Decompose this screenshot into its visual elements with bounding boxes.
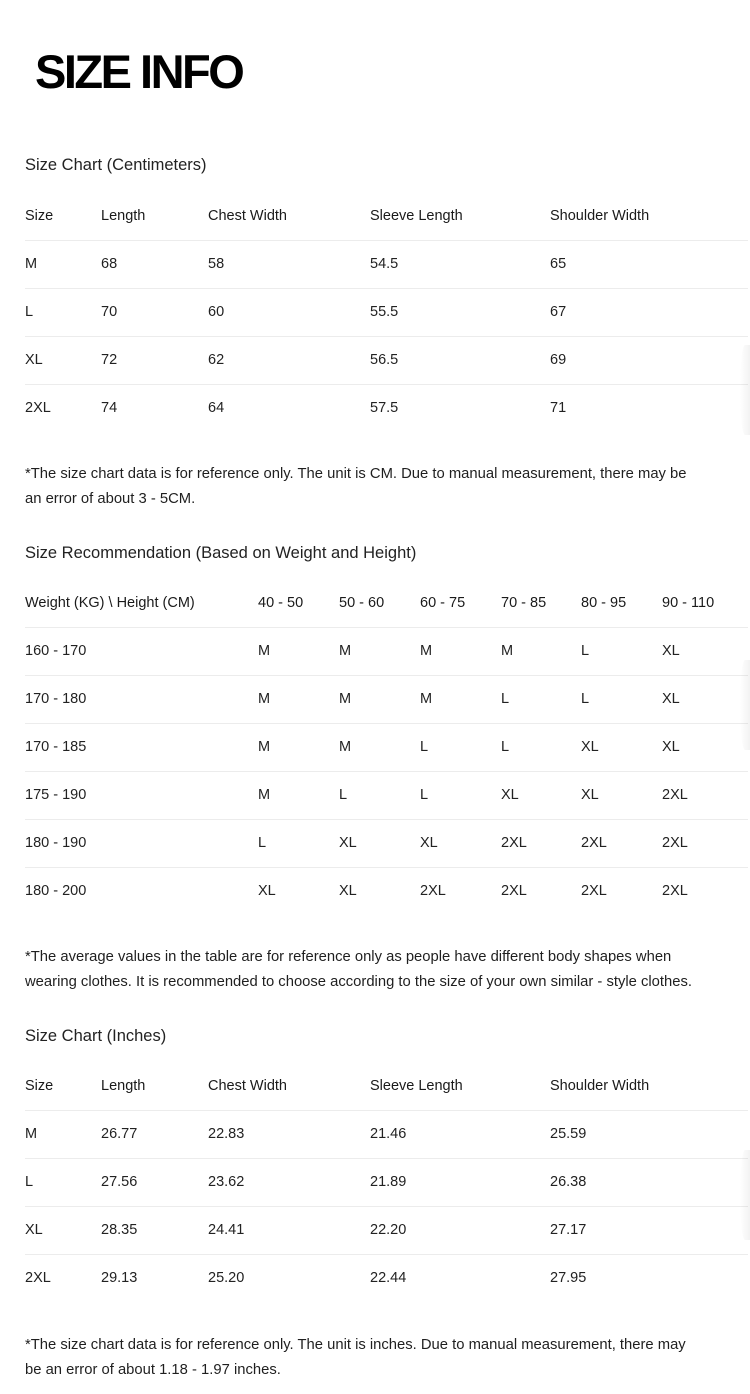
inch-value-cell: 21.46 (370, 1126, 407, 1142)
rec-value-cell: L (581, 691, 590, 707)
row-divider (25, 1110, 748, 1111)
cm-value-cell: 54.5 (370, 256, 399, 272)
cm-value-cell: 68 (101, 256, 118, 272)
rec-value-cell: XL (662, 643, 680, 659)
cm-value-cell: 56.5 (370, 352, 399, 368)
rec-value-cell: M (501, 643, 514, 659)
cm-row-label-cell: M (25, 256, 38, 272)
rec-header-cell: 80 - 95 (581, 595, 627, 611)
inch-value-cell: 26.38 (550, 1174, 587, 1190)
cm-value-cell: 74 (101, 400, 118, 416)
cm-value-cell: 71 (550, 400, 567, 416)
row-divider (25, 384, 748, 385)
cm-value-cell: 65 (550, 256, 567, 272)
rec-value-cell: XL (662, 739, 680, 755)
edge-shadow-decoration (740, 345, 750, 435)
rec-header-cell: Weight (KG) \ Height (CM) (25, 595, 195, 611)
inch-value-cell: 25.20 (208, 1270, 245, 1286)
cm-value-cell: 58 (208, 256, 225, 272)
rec-row-label-cell: 175 - 190 (25, 787, 87, 803)
cm-value-cell: 64 (208, 400, 225, 416)
inch-chart-note (25, 1333, 750, 1383)
rec-header-cell: 70 - 85 (501, 595, 547, 611)
cm-chart-title: Size Chart (Centimeters) (25, 156, 207, 174)
inch-value-cell: 25.59 (550, 1126, 587, 1142)
inch-row-label-cell: XL (25, 1222, 43, 1238)
rec-header-cell: 50 - 60 (339, 595, 385, 611)
rec-note-line-1: *The average values in the table are for reference only as people have different body shapes when (25, 949, 672, 965)
inch-value-cell: 28.35 (101, 1222, 138, 1238)
rec-value-cell: M (258, 787, 271, 803)
row-divider (25, 675, 748, 676)
inch-note-line-1: *The size chart data is for reference only. The unit is inches. Due to manual measurement, there may (25, 1337, 686, 1353)
row-divider (25, 336, 748, 337)
rec-row-label-cell: 170 - 185 (25, 739, 87, 755)
rec-value-cell: M (339, 691, 352, 707)
cm-value-cell: 60 (208, 304, 225, 320)
rec-value-cell: XL (339, 835, 357, 851)
inch-value-cell: 21.89 (370, 1174, 407, 1190)
inch-value-cell: 22.44 (370, 1270, 407, 1286)
cm-row-label-cell: 2XL (25, 400, 51, 416)
cm-value-cell: 67 (550, 304, 567, 320)
inch-header-cell: Shoulder Width (550, 1078, 650, 1094)
row-divider (25, 819, 748, 820)
inch-value-cell: 27.17 (550, 1222, 587, 1238)
edge-shadow-decoration (740, 660, 750, 750)
inch-header-cell: Size (25, 1078, 54, 1094)
cm-value-cell: 55.5 (370, 304, 399, 320)
inch-note-line-2: be an error of about 1.18 - 1.97 inches. (25, 1362, 281, 1378)
inch-chart-title: Size Chart (Inches) (25, 1027, 167, 1045)
cm-value-cell: 70 (101, 304, 118, 320)
rec-value-cell: L (581, 643, 590, 659)
rec-value-cell: XL (501, 787, 519, 803)
inch-value-cell: 27.56 (101, 1174, 138, 1190)
rec-value-cell: M (258, 643, 271, 659)
inch-header-cell: Length (101, 1078, 146, 1094)
rec-row-label-cell: 170 - 180 (25, 691, 87, 707)
cm-note-line-1: *The size chart data is for reference only. The unit is CM. Due to manual measurement, there may be (25, 466, 687, 482)
inch-value-cell: 29.13 (101, 1270, 138, 1286)
inch-value-cell: 26.77 (101, 1126, 138, 1142)
recommendation-title: Size Recommendation (Based on Weight and Height) (25, 544, 417, 562)
row-divider (25, 1158, 748, 1159)
cm-row-label-cell: L (25, 304, 34, 320)
inch-value-cell: 27.95 (550, 1270, 587, 1286)
recommendation-note (25, 945, 750, 995)
rec-row-label-cell: 180 - 200 (25, 883, 87, 899)
row-divider (25, 771, 748, 772)
cm-header-cell: Chest Width (208, 208, 287, 224)
cm-chart-note (25, 462, 750, 512)
rec-value-cell: L (501, 691, 510, 707)
row-divider (25, 288, 748, 289)
cm-header-cell: Shoulder Width (550, 208, 650, 224)
rec-value-cell: 2XL (662, 835, 688, 851)
inch-row-label-cell: 2XL (25, 1270, 51, 1286)
inch-value-cell: 23.62 (208, 1174, 245, 1190)
rec-value-cell: M (339, 643, 352, 659)
rec-value-cell: 2XL (501, 835, 527, 851)
rec-value-cell: XL (662, 691, 680, 707)
row-divider (25, 240, 748, 241)
row-divider (25, 1206, 748, 1207)
rec-value-cell: 2XL (420, 883, 446, 899)
inch-row-label-cell: M (25, 1126, 38, 1142)
rec-header-cell: 90 - 110 (662, 595, 715, 611)
rec-value-cell: M (420, 643, 433, 659)
rec-value-cell: L (501, 739, 510, 755)
inch-value-cell: 24.41 (208, 1222, 245, 1238)
inch-value-cell: 22.20 (370, 1222, 407, 1238)
row-divider (25, 627, 748, 628)
inch-row-label-cell: L (25, 1174, 34, 1190)
rec-value-cell: 2XL (581, 883, 607, 899)
cm-header-cell: Sleeve Length (370, 208, 463, 224)
inch-header-cell: Sleeve Length (370, 1078, 463, 1094)
page-title: SIZE INFO (35, 45, 243, 98)
rec-value-cell: 2XL (501, 883, 527, 899)
rec-value-cell: XL (420, 835, 438, 851)
rec-value-cell: XL (581, 739, 599, 755)
rec-value-cell: 2XL (662, 883, 688, 899)
rec-header-cell: 40 - 50 (258, 595, 304, 611)
rec-note-line-2: wearing clothes. It is recommended to choose according to the size of your own similar - style clothes. (25, 974, 692, 990)
cm-header-cell: Length (101, 208, 146, 224)
rec-header-cell: 60 - 75 (420, 595, 466, 611)
row-divider (25, 867, 748, 868)
rec-row-label-cell: 160 - 170 (25, 643, 87, 659)
rec-value-cell: L (339, 787, 348, 803)
rec-value-cell: 2XL (662, 787, 688, 803)
rec-value-cell: L (258, 835, 267, 851)
rec-value-cell: M (420, 691, 433, 707)
cm-value-cell: 72 (101, 352, 118, 368)
cm-value-cell: 62 (208, 352, 225, 368)
rec-value-cell: L (420, 739, 429, 755)
rec-value-cell: M (258, 739, 271, 755)
edge-shadow-decoration (740, 1150, 750, 1240)
rec-value-cell: 2XL (581, 835, 607, 851)
row-divider (25, 723, 748, 724)
row-divider (25, 1254, 748, 1255)
cm-note-line-2: an error of about 3 - 5CM. (25, 491, 196, 507)
rec-value-cell: XL (581, 787, 599, 803)
inch-header-cell: Chest Width (208, 1078, 287, 1094)
rec-value-cell: M (339, 739, 352, 755)
cm-value-cell: 57.5 (370, 400, 399, 416)
rec-row-label-cell: 180 - 190 (25, 835, 87, 851)
inch-value-cell: 22.83 (208, 1126, 245, 1142)
cm-header-cell: Size (25, 208, 54, 224)
rec-value-cell: XL (339, 883, 357, 899)
cm-row-label-cell: XL (25, 352, 43, 368)
rec-value-cell: L (420, 787, 429, 803)
cm-value-cell: 69 (550, 352, 567, 368)
rec-value-cell: XL (258, 883, 276, 899)
rec-value-cell: M (258, 691, 271, 707)
